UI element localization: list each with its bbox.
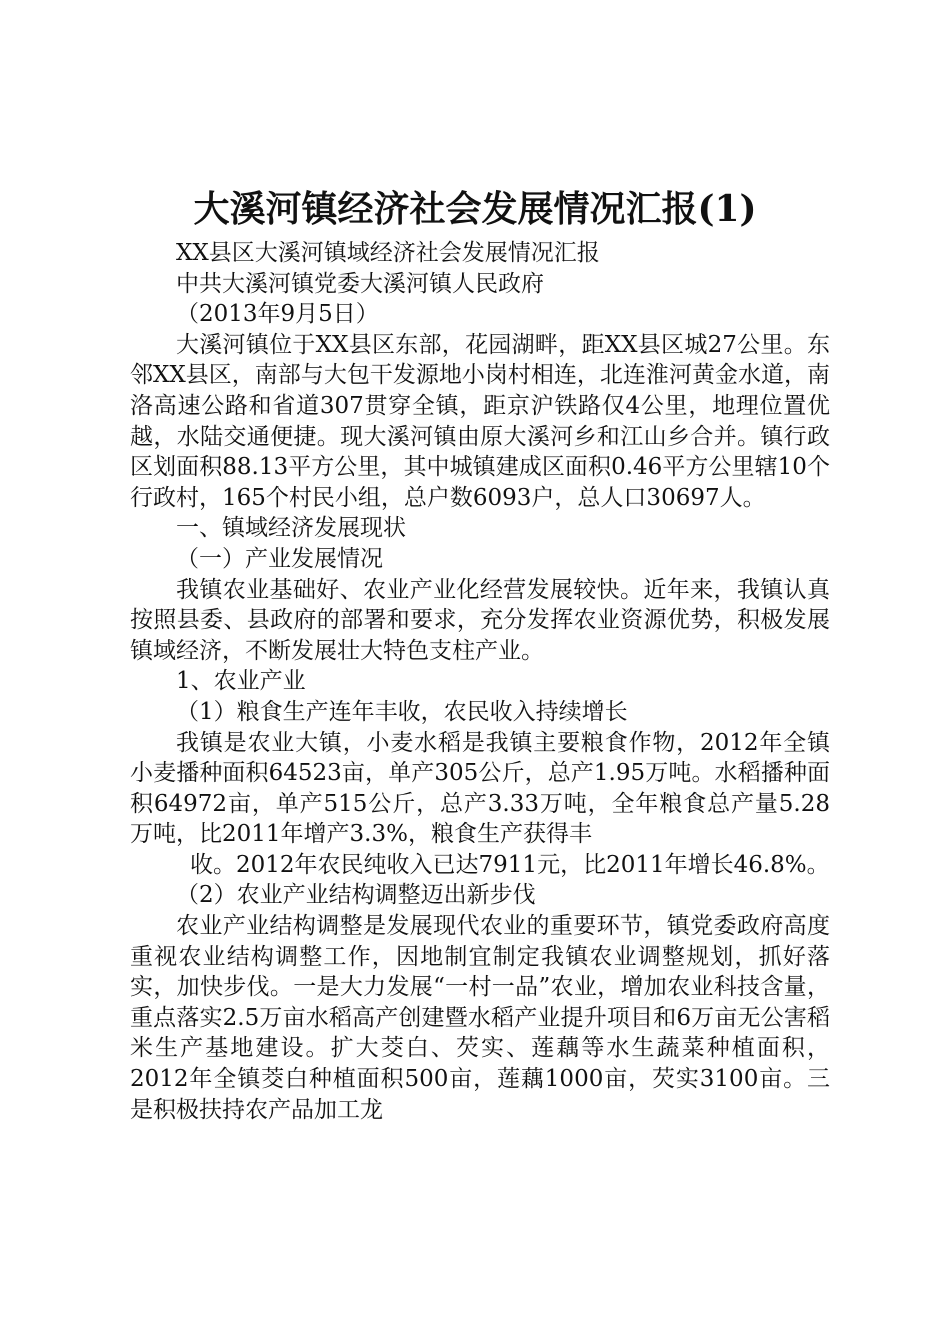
section-heading: 一、镇域经济发展现状 [176, 515, 406, 542]
document-body [130, 238, 830, 1125]
subsection-heading: 1、农业产业 [176, 668, 306, 695]
paragraph: 农业产业结构调整是发展现代农业的重要环节，镇党委政府高度重视农业结构调整工作，因地制宜制定我镇农业调整规划，抓好落实，加快步伐。一是大力发展“一村一品”农业，增加农业科技含量，重点落实2.5万亩水稻高产创建暨水稻产业提升项目和6万亩无公害稻米生产基地建设。扩大茭白、芡实、莲藕等水生蔬菜种植面积，2012年全镇茭白种植面积500亩，莲藕1000亩，芡实3100亩。三是积极扶持农产品加工龙 [130, 913, 830, 1123]
paragraph-continuation: 收。2012年农民纯收入已达7911元，比2011年增长46.8%。 [190, 851, 830, 878]
subsection-heading: （一）产业发展情况 [176, 545, 383, 572]
paragraph: 我镇农业基础好、农业产业化经营发展较快。近年来，我镇认真按照县委、县政府的部署和要求，充分发挥农业资源优势，积极发展镇域经济，不断发展壮大特色支柱产业。 [130, 576, 830, 664]
date-line: （2013年9月5日） [176, 301, 379, 328]
author-line: 中共大溪河镇党委大溪河镇人民政府 [176, 270, 544, 297]
paragraph: 我镇是农业大镇，小麦水稻是我镇主要粮食作物，2012年全镇小麦播种面积64523亩，单产305公斤，总产1.95万吨。水稻播种面积64972亩，单产515公斤，总产3.33万吨，全年粮食总产量5.28万吨，比2011年增产3.3%，粮食生产获得丰 [130, 729, 830, 848]
subtitle-line: XX县区大溪河镇域经济社会发展情况汇报 [176, 240, 600, 266]
subsection-heading: （1）粮食生产连年丰收，农民收入持续增长 [176, 698, 628, 725]
subsection-heading: （2）农业产业结构调整迈出新步伐 [176, 882, 536, 909]
paragraph: 大溪河镇位于XX县区东部，花园湖畔，距XX县区城27公里。东邻XX县区，南部与大包干发源地小岗村相连，北连淮河黄金水道，南洛高速公路和省道307贯穿全镇，距京沪铁路仅4公里，地理位置优越，水陆交通便捷。现大溪河镇由原大溪河乡和江山乡合并。镇行政区划面积88.13平方公里，其中城镇建成区面积0.46平方公里辖10个行政村，165个村民小组，总户数6093户，总人口30697人。 [130, 331, 830, 511]
document-title: 大溪河镇经济社会发展情况汇报(1) [193, 188, 757, 230]
